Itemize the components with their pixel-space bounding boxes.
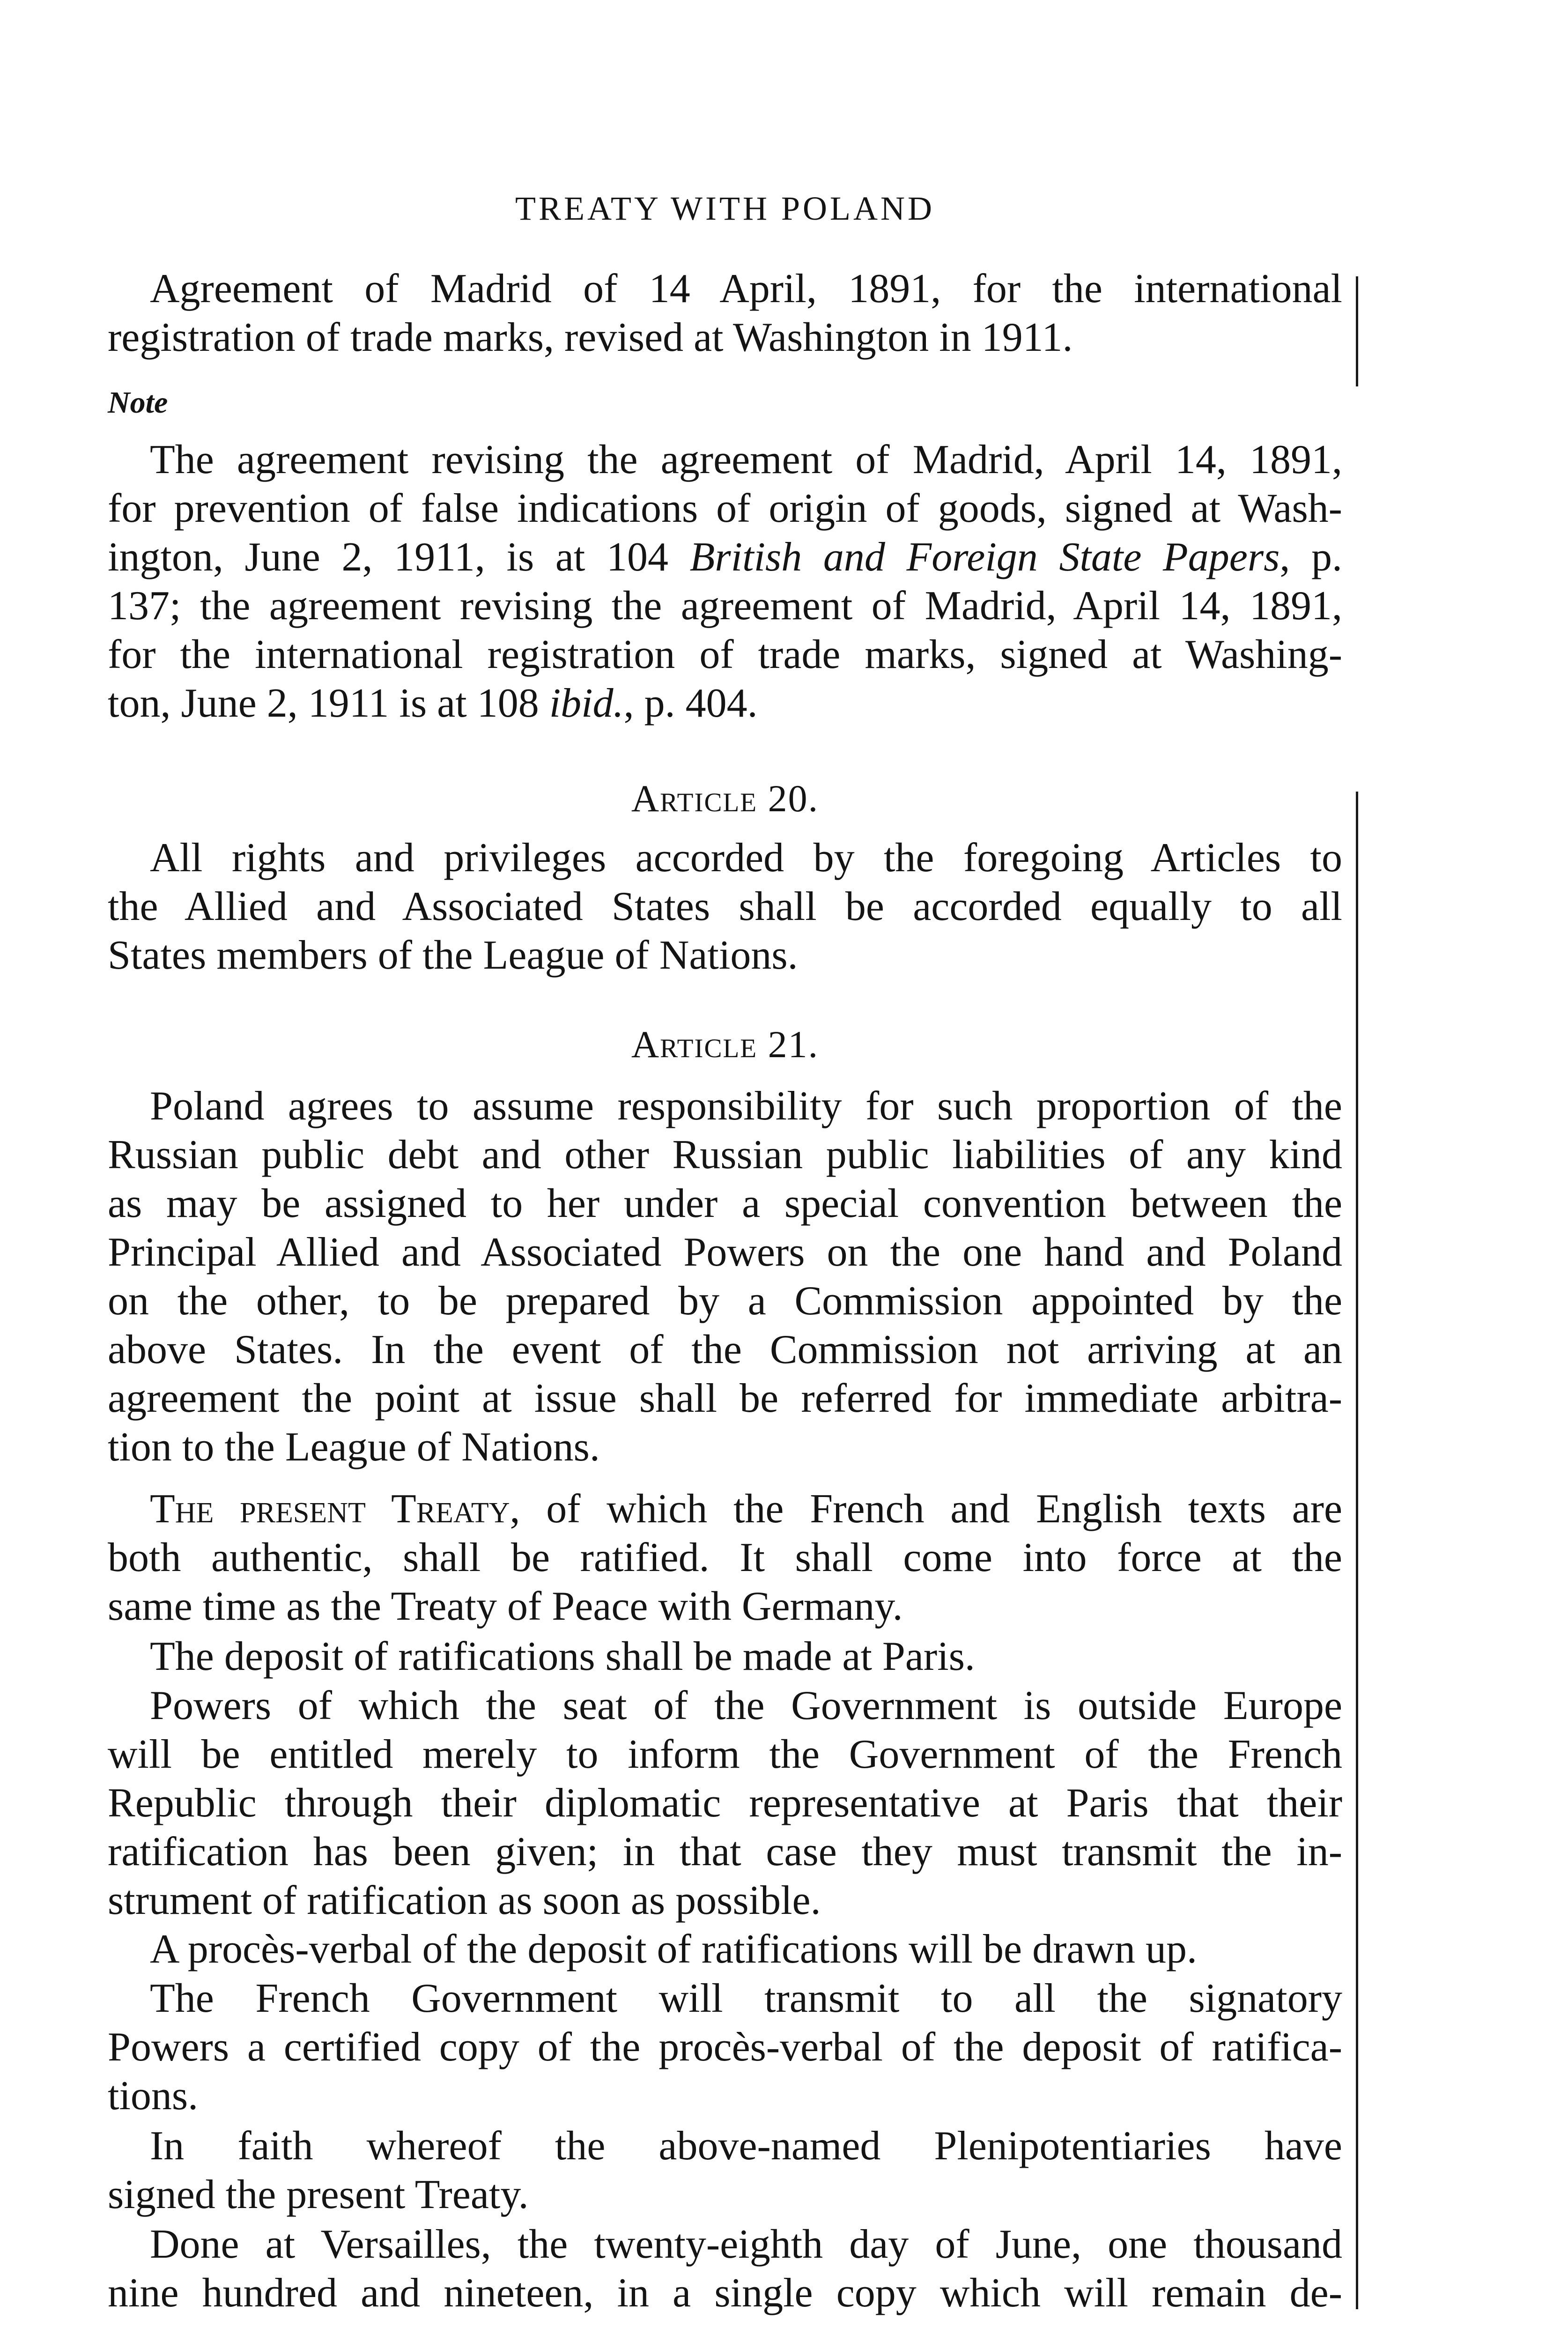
article-21-line: Russian public debt and other Russian public liabilities of any kind (108, 1132, 1342, 1178)
article-heading-word: Article (631, 1023, 758, 1066)
powers-line: will be entitled merely to inform the Government of the French (108, 1732, 1342, 1777)
in-faith-line: In faith whereof the above-named Plenipotentiaries have (150, 2123, 1342, 2169)
article-20-line: All rights and privileges accorded by the foregoing Articles to (150, 835, 1342, 881)
present-treaty-paragraph (108, 1485, 1342, 1631)
done-at-line: Done at Versailles, the twenty-eighth day of June, one thousand (150, 2222, 1342, 2267)
article-20-heading (108, 775, 1342, 822)
powers-line: strument of ratification as soon as possible. (108, 1878, 821, 1923)
french-government-line: tions. (108, 2073, 199, 2119)
article-20-line: the Allied and Associated States shall be accorded equally to all (108, 884, 1342, 929)
note-line (108, 533, 1342, 582)
article-heading-number: 20. (757, 777, 819, 820)
present-treaty-caps: The present Treaty, (150, 1486, 520, 1532)
note-text: , p. (1280, 534, 1343, 580)
article-heading-word: Article (631, 777, 758, 820)
article-21-line: above States. In the event of the Commission not arriving at an (108, 1327, 1342, 1372)
note-text: ton, June 2, 1911 is at 108 (108, 681, 549, 726)
powers-line: ratification has been given; in that case they must transmit the in- (108, 1829, 1342, 1875)
article-21-line: on the other, to be prepared by a Commission appointed by the (108, 1278, 1342, 1324)
powers-paragraph (108, 1682, 1342, 1925)
note-paragraph (108, 436, 1342, 728)
note-line: for the international registration of trade marks, signed at Washing- (108, 632, 1342, 677)
note-citation-ibid: ibid. (549, 681, 624, 726)
article-21-line: tion to the League of Nations. (108, 1424, 600, 1470)
french-government-line: The French Government will transmit to all the signatory (150, 1976, 1342, 2021)
article-20-paragraph (108, 834, 1342, 980)
french-government-line: Powers a certified copy of the procès-verbal of the deposit of ratifica- (108, 2024, 1342, 2070)
present-treaty-text: of which the French and English texts are (520, 1486, 1343, 1532)
note-line: 137; the agreement revising the agreement of Madrid, April 14, 1891, (108, 583, 1342, 629)
note-text: , p. 404. (623, 681, 758, 726)
powers-line: Republic through their diplomatic representative at Paris that their (108, 1780, 1342, 1826)
present-treaty-line: both authentic, shall be ratified. It shall come into force at the (108, 1535, 1342, 1580)
article-21-heading (108, 1021, 1342, 1068)
note-label: Note (108, 385, 168, 420)
note-citation-title: British and Foreign State Papers (689, 534, 1280, 580)
proces-verbal-line: A procès-verbal of the deposit of ratifications will be drawn up. (150, 1927, 1198, 1972)
present-treaty-line: same time as the Treaty of Peace with Germany. (108, 1584, 903, 1629)
article-21-paragraph (108, 1082, 1342, 1472)
deposit-line: The deposit of ratifications shall be made at Paris. (150, 1634, 975, 1679)
running-head: TREATY WITH POLAND (515, 190, 935, 227)
done-at-paragraph (108, 2220, 1342, 2318)
article-heading-number: 21. (757, 1023, 819, 1066)
done-at-line: nine hundred and nineteen, in a single copy which will remain de- (108, 2270, 1342, 2316)
note-line: for prevention of false indications of origin of goods, signed at Wash- (108, 486, 1342, 531)
article-21-line: agreement the point at issue shall be referred for immediate arbitra- (108, 1376, 1342, 1421)
madrid-agreement-paragraph (108, 265, 1342, 362)
margin-revision-bar (1356, 792, 1358, 2309)
proces-verbal-paragraph (108, 1925, 1342, 1974)
article-21-line: Poland agrees to assume responsibility for such proportion of the (150, 1083, 1342, 1129)
article-21-line: as may be assigned to her under a special convention between the (108, 1181, 1342, 1226)
in-faith-line: signed the present Treaty. (108, 2172, 529, 2217)
madrid-agreement-line: Agreement of Madrid of 14 April, 1891, for the international (150, 266, 1342, 311)
article-21-line: Principal Allied and Associated Powers on the one hand and Poland (108, 1230, 1342, 1275)
present-treaty-line (108, 1485, 1342, 1534)
note-line (108, 679, 1342, 728)
powers-line: Powers of which the seat of the Government is outside Europe (150, 1683, 1342, 1728)
article-20-line: States members of the League of Nations. (108, 933, 798, 978)
french-government-paragraph (108, 1974, 1342, 2120)
in-faith-paragraph (108, 2122, 1342, 2219)
madrid-agreement-line: registration of trade marks, revised at Washington in 1911. (108, 315, 1073, 360)
margin-revision-bar (1356, 276, 1358, 386)
note-line: The agreement revising the agreement of Madrid, April 14, 1891, (150, 437, 1342, 482)
deposit-paragraph (108, 1632, 1342, 1681)
note-text: ington, June 2, 1911, is at 104 (108, 534, 690, 580)
